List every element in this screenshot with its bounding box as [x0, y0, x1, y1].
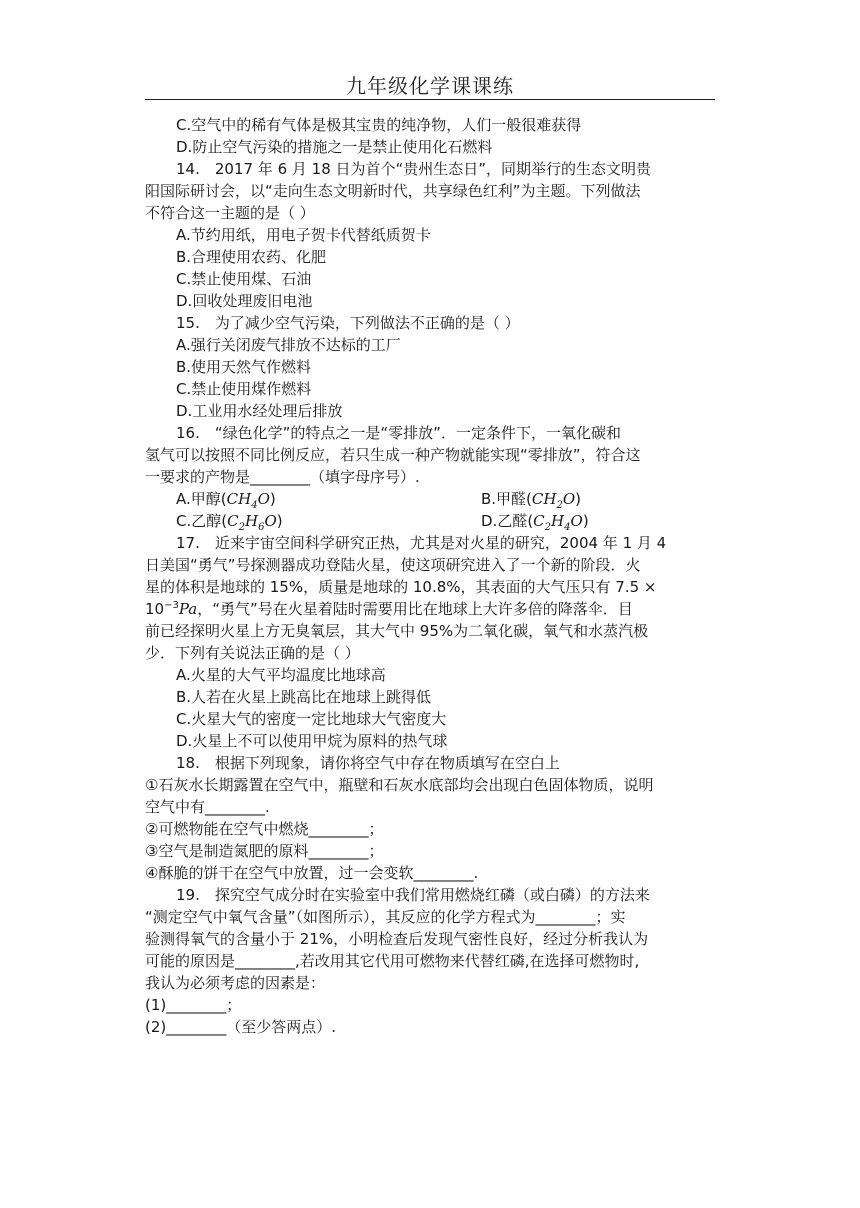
formula-ch2o-ch: CH — [531, 490, 557, 508]
option-c-q13: C.空气中的稀有气体是极其宝贵的纯净物，人们一般很难获得 — [176, 116, 582, 134]
option-c-q16 — [145, 510, 481, 532]
question-18-item-3: ③空气是制造氮肥的原料________； — [145, 842, 384, 860]
question-17-line-3: 星的体积是地球的 15%，质量是地球的 10.8%，其表面的大气压只有 7.5 × — [145, 578, 657, 596]
formula-c2h4o-o: O — [570, 512, 583, 530]
formula-ch2o-o: O — [562, 490, 576, 508]
question-19-line-1: 19. 探究空气成分时在实验室中我们常用燃烧红磷（或白磷）的方法来 — [176, 886, 650, 904]
formula-c2h4o-sub1: 2 — [544, 522, 552, 533]
question-18-item-4: ④酥脆的饼干在空气中放置，过一会变软________. — [145, 864, 479, 882]
option-d-q16-close: ) — [582, 512, 589, 530]
formula-ch2o-sub: 2 — [556, 500, 563, 511]
question-19-blank-1: (1)________； — [145, 996, 242, 1014]
question-19-blank-2: (2)________（至少答两点）. — [145, 1018, 337, 1036]
question-19-line-2: “测定空气中氧气含量”（如图所示），其反应的化学方程式为________；实 — [145, 908, 626, 926]
document-body — [145, 114, 717, 1038]
option-c-q16-label: C.乙醇( — [176, 512, 228, 530]
formula-ch4o-ch: CH — [226, 490, 252, 508]
formula-c2h6o-o: O — [264, 512, 277, 530]
question-16-line-1: 16. “绿色化学”的特点之一是“零排放”．一定条件下，一氧化碳和 — [176, 424, 621, 442]
formula-c2h6o-h: H — [244, 512, 259, 530]
option-a-q16 — [145, 488, 481, 510]
question-16-line-3: 一要求的产物是________（填字母序号）. — [145, 468, 420, 486]
option-b-q16 — [481, 488, 711, 510]
question-15-stem: 15. 为了减少空气污染，下列做法不正确的是（ ） — [176, 314, 520, 332]
question-16-options-row-1 — [145, 488, 717, 510]
option-b-q15: B.使用天然气作燃料 — [176, 358, 312, 376]
question-18-item-1-line-1: ①石灰水长期露置在空气中，瓶壁和石灰水底部均会出现白色固体物质，说明 — [145, 776, 654, 794]
option-b-q16-label: B.甲醛( — [481, 490, 532, 508]
option-b-q17: B.人若在火星上跳高比在地球上跳得低 — [176, 688, 432, 706]
option-a-q16-label: A.甲醇( — [176, 490, 227, 508]
pressure-unit: Pa — [178, 600, 198, 618]
header-divider — [145, 99, 715, 100]
question-17-line-4 — [145, 598, 717, 620]
option-a-q16-close: ) — [269, 490, 276, 508]
question-17-line-2: 日美国“勇气”号探测器成功登陆火星，使这项研究进入了一个新的阶段．火 — [145, 556, 641, 574]
option-a-q15: A.强行关闭废气排放不达标的工厂 — [176, 336, 401, 354]
formula-c2h6o-sub1: 2 — [238, 522, 245, 533]
question-14-line-3: 不符合这一主题的是（ ） — [145, 204, 315, 222]
option-b-q14: B.合理使用农药、化肥 — [176, 248, 327, 266]
question-17-line-5: 前已经探明火星上方无臭氧层，其大气中 95%为二氧化碳，氧气和水蒸汽极 — [145, 622, 649, 640]
option-c-q14: C.禁止使用煤、石油 — [176, 270, 312, 288]
pressure-value-base: 10 — [145, 600, 165, 618]
option-b-q16-close: ) — [575, 490, 582, 508]
question-17-line-4-text: ，“勇气”号在火星着陆时需要用比在地球上大许多倍的降落伞．目 — [197, 600, 633, 618]
option-d-q14: D.回收处理废旧电池 — [176, 292, 313, 310]
option-a-q17: A.火星的大气平均温度比地球高 — [176, 666, 386, 684]
formula-ch4o-o: O — [257, 490, 270, 508]
question-19-line-3: 验测得氧气的含量小于 21%，小明检查后发现气密性良好，经过分析我认为 — [145, 930, 649, 948]
question-18-item-1-line-2: 空气中有________. — [145, 798, 270, 816]
question-16-options-row-2 — [145, 510, 717, 532]
formula-c2h6o-c: C — [227, 512, 239, 530]
formula-c2h6o-sub2: 6 — [258, 522, 265, 533]
pressure-value-exponent: −3 — [164, 600, 179, 611]
question-17-line-1: 17. 近来宇宙空间科学研究正热，尤其是对火星的研究，2004 年 1 月 4 — [176, 534, 667, 552]
option-d-q13: D.防止空气污染的措施之一是禁止使用化石燃料 — [176, 138, 493, 156]
formula-ch4o-sub: 4 — [251, 500, 258, 511]
option-c-q16-close: ) — [276, 512, 283, 530]
formula-c2h4o-sub2: 4 — [564, 522, 571, 533]
formula-c2h4o-c: C — [533, 512, 545, 530]
question-18-item-2: ②可燃物能在空气中燃烧________； — [145, 820, 384, 838]
page-title: 九年级化学课课练 — [346, 74, 514, 98]
question-18-stem: 18. 根据下列现象，请你将空气中存在物质填写在空白上 — [176, 754, 560, 772]
question-16-line-2: 氢气可以按照不同比例反应，若只生成一种产物就能实现“零排放”，符合这 — [145, 446, 641, 464]
question-14-line-1: 14. 2017 年 6 月 18 日为首个“贵州生态日”，同期举行的生态文明贵 — [176, 160, 652, 178]
question-19-line-5: 我认为必须考虑的因素是： — [145, 974, 326, 992]
option-d-q16 — [481, 510, 711, 532]
formula-c2h4o-h: H — [551, 512, 565, 530]
option-c-q17: C.火星大气的密度一定比地球大气密度大 — [176, 710, 447, 728]
option-c-q15: C.禁止使用煤作燃料 — [176, 380, 312, 398]
option-a-q14: A.节约用纸，用电子贺卡代替纸质贺卡 — [176, 226, 431, 244]
question-17-line-6: 少．下列有关说法正确的是（ ） — [145, 644, 360, 662]
option-d-q17: D.火星上不可以使用甲烷为原料的热气球 — [176, 732, 448, 750]
option-d-q16-label: D.乙醛( — [481, 512, 534, 530]
option-d-q15: D.工业用水经处理后排放 — [176, 402, 343, 420]
question-14-line-2: 阳国际研讨会，以“走向生态文明新时代，共享绿色红利”为主题。下列做法 — [145, 182, 641, 200]
question-19-line-4: 可能的原因是________,若改用其它代用可燃物来代替红磷,在选择可燃物时, — [145, 952, 640, 970]
